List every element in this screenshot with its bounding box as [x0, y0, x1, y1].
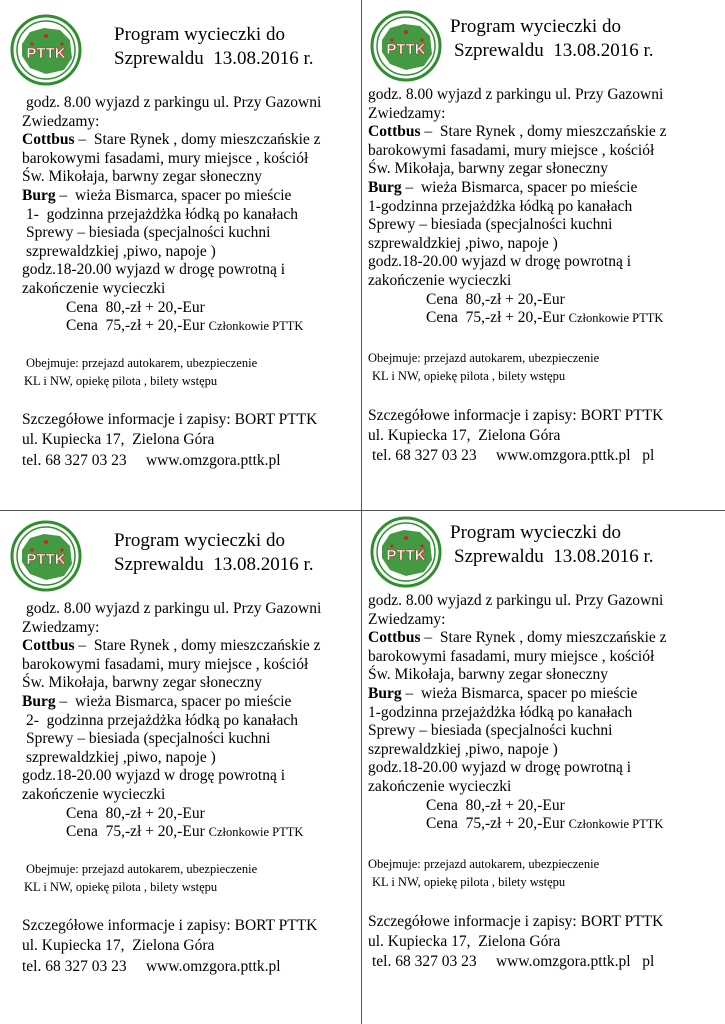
cottbus-line-3: Św. Mikołaja, barwny zegar słoneczny: [368, 160, 609, 178]
includes-line-2: KL i NW, opiekę pilota , bilety wstępu: [24, 374, 218, 388]
cottbus-line: [22, 131, 321, 150]
members-note: Członkowie PTTK: [568, 817, 664, 832]
price-2-text: Cena 75,-zł + 20,-Eur: [66, 317, 205, 335]
info-line-2: ul. Kupiecka 17, Zielona Góra: [22, 937, 215, 954]
program-title-line-1: Program wycieczki do: [450, 522, 621, 543]
feast-line-2: szprewaldzkiej ,piwo, napoje ): [26, 242, 216, 260]
tel-website-line: tel. 68 327 03 23 www.omzgora.pttk.pl: [22, 452, 281, 469]
return-line-2: zakończenie wycieczki: [368, 272, 512, 289]
flyer-card-top-right: [366, 10, 721, 515]
price-line-2: [426, 309, 663, 328]
departure-line: godz. 8.00 wyjazd z parkingu ul. Przy Gazowni: [368, 592, 664, 609]
cottbus-text: – Stare Rynek , domy mieszczańskie z: [420, 123, 667, 141]
burg-line: [22, 187, 291, 206]
price-2-text: Cena 75,-zł + 20,-Eur: [426, 309, 565, 327]
departure-line: godz. 8.00 wyjazd z parkingu ul. Przy Gazowni: [26, 600, 322, 617]
cottbus-line: [22, 637, 321, 656]
tel-website-line: tel. 68 327 03 23 www.omzgora.pttk.pl pl: [372, 953, 655, 970]
pttk-logo: [10, 520, 82, 592]
burg-label: Burg: [368, 179, 402, 196]
logo-lettering: PTTK: [386, 41, 426, 58]
return-line-1: godz.18-20.00 wyjazd w drogę powrotną i: [22, 261, 286, 279]
logo-lettering: PTTK: [26, 45, 66, 62]
cottbus-line-2: barokowymi fasadami, mury miejsce , kościół: [22, 655, 309, 673]
burg-text: – wieża Bismarca, spacer po mieście: [401, 685, 638, 702]
includes-line-1: Obejmuje: przejazd autokarem, ubezpieczenie: [26, 356, 258, 370]
members-note: Członkowie PTTK: [568, 311, 664, 326]
departure-line: godz. 8.00 wyjazd z parkingu ul. Przy Gazowni: [368, 86, 664, 103]
departure-line: godz. 8.00 wyjazd z parkingu ul. Przy Gazowni: [26, 94, 322, 111]
info-line-1: Szczegółowe informacje i zapisy: BORT PTTK: [22, 917, 318, 934]
includes-line-1: Obejmuje: przejazd autokarem, ubezpieczenie: [368, 351, 600, 365]
return-line-2: zakończenie wycieczki: [368, 778, 512, 795]
cottbus-label: Cottbus: [368, 123, 421, 141]
price-2-text: Cena 75,-zł + 20,-Eur: [66, 823, 205, 841]
visit-heading: Zwiedzamy:: [22, 618, 100, 636]
cottbus-line-3: Św. Mikołaja, barwny zegar słoneczny: [22, 674, 263, 692]
program-title-line-1: Program wycieczki do: [114, 24, 285, 45]
price-line-2: [66, 823, 303, 842]
price-line-2: [426, 815, 663, 834]
logo-lettering: PTTK: [26, 551, 66, 568]
includes-line-1: Obejmuje: przejazd autokarem, ubezpieczenie: [368, 857, 600, 871]
program-title-line-2: Szprewaldu 13.08.2016 r.: [114, 554, 314, 575]
burg-label: Burg: [22, 693, 56, 710]
visit-heading: Zwiedzamy:: [22, 112, 100, 130]
info-line-1: Szczegółowe informacje i zapisy: BORT PTTK: [22, 411, 318, 428]
cottbus-line-3: Św. Mikołaja, barwny zegar słoneczny: [368, 666, 609, 684]
includes-line-2: KL i NW, opiekę pilota , bilety wstępu: [372, 875, 566, 889]
boat-line: 2- godzinna przejażdżka łódką po kanałach: [26, 711, 298, 729]
price-line-2: [66, 317, 303, 336]
flyer-card-bottom-left: [10, 516, 365, 1021]
cottbus-line-2: barokowymi fasadami, mury miejsce , kościół: [368, 647, 655, 665]
burg-line: [368, 685, 637, 704]
feast-line-1: Sprewy – biesiada (specjalności kuchni: [26, 730, 271, 748]
cottbus-label: Cottbus: [22, 131, 75, 149]
program-title-line-1: Program wycieczki do: [450, 16, 621, 37]
info-line-2: ul. Kupiecka 17, Zielona Góra: [368, 933, 561, 950]
feast-line-1: Sprewy – biesiada (specjalności kuchni: [368, 216, 613, 234]
return-line-1: godz.18-20.00 wyjazd w drogę powrotną i: [22, 767, 286, 785]
visit-heading: Zwiedzamy:: [368, 610, 446, 628]
price-line-1: Cena 80,-zł + 20,-Eur: [426, 796, 565, 814]
burg-text: – wieża Bismarca, spacer po mieście: [55, 693, 292, 710]
feast-line-2: szprewaldzkiej ,piwo, napoje ): [26, 748, 216, 766]
burg-text: – wieża Bismarca, spacer po mieście: [55, 187, 292, 204]
tel-website-line: tel. 68 327 03 23 www.omzgora.pttk.pl: [22, 958, 281, 975]
feast-line-2: szprewaldzkiej ,piwo, napoje ): [368, 740, 558, 758]
members-note: Członkowie PTTK: [208, 825, 304, 840]
cottbus-line: [368, 629, 667, 648]
pttk-logo: [10, 14, 82, 86]
cottbus-label: Cottbus: [368, 629, 421, 647]
price-line-1: Cena 80,-zł + 20,-Eur: [426, 290, 565, 308]
cottbus-line-2: barokowymi fasadami, mury miejsce , kościół: [22, 149, 309, 167]
feast-line-1: Sprewy – biesiada (specjalności kuchni: [368, 722, 613, 740]
cottbus-label: Cottbus: [22, 637, 75, 655]
boat-line: 1-godzinna przejażdżka łódką po kanałach: [368, 703, 633, 721]
return-line-1: godz.18-20.00 wyjazd w drogę powrotną i: [368, 253, 632, 271]
cottbus-text: – Stare Rynek , domy mieszczańskie z: [74, 637, 321, 655]
program-title-line-1: Program wycieczki do: [114, 530, 285, 551]
program-title-line-2: Szprewaldu 13.08.2016 r.: [114, 48, 314, 69]
cottbus-line-3: Św. Mikołaja, barwny zegar słoneczny: [22, 168, 263, 186]
cottbus-line-2: barokowymi fasadami, mury miejsce , kościół: [368, 141, 655, 159]
burg-text: – wieża Bismarca, spacer po mieście: [401, 179, 638, 196]
cottbus-text: – Stare Rynek , domy mieszczańskie z: [74, 131, 321, 149]
feast-line-2: szprewaldzkiej ,piwo, napoje ): [368, 234, 558, 252]
includes-line-2: KL i NW, opiekę pilota , bilety wstępu: [24, 880, 218, 894]
info-line-1: Szczegółowe informacje i zapisy: BORT PTTK: [368, 407, 664, 424]
burg-line: [368, 179, 637, 198]
burg-label: Burg: [22, 187, 56, 204]
cottbus-line: [368, 123, 667, 142]
members-note: Członkowie PTTK: [208, 319, 304, 334]
includes-line-2: KL i NW, opiekę pilota , bilety wstępu: [372, 369, 566, 383]
return-line-2: zakończenie wycieczki: [22, 786, 166, 803]
cottbus-text: – Stare Rynek , domy mieszczańskie z: [420, 629, 667, 647]
return-line-1: godz.18-20.00 wyjazd w drogę powrotną i: [368, 759, 632, 777]
logo-lettering: PTTK: [386, 547, 426, 564]
program-title-line-2: Szprewaldu 13.08.2016 r.: [454, 40, 654, 61]
pttk-logo: [370, 516, 442, 588]
info-line-1: Szczegółowe informacje i zapisy: BORT PTTK: [368, 913, 664, 930]
return-line-2: zakończenie wycieczki: [22, 280, 166, 297]
tel-website-line: tel. 68 327 03 23 www.omzgora.pttk.pl pl: [372, 447, 655, 464]
price-2-text: Cena 75,-zł + 20,-Eur: [426, 815, 565, 833]
includes-line-1: Obejmuje: przejazd autokarem, ubezpieczenie: [26, 862, 258, 876]
program-title-line-2: Szprewaldu 13.08.2016 r.: [454, 546, 654, 567]
price-line-1: Cena 80,-zł + 20,-Eur: [66, 804, 205, 822]
visit-heading: Zwiedzamy:: [368, 104, 446, 122]
flyer-card-top-left: [10, 10, 365, 515]
boat-line: 1- godzinna przejażdżka łódką po kanałach: [26, 205, 298, 223]
price-line-1: Cena 80,-zł + 20,-Eur: [66, 298, 205, 316]
boat-line: 1-godzinna przejażdżka łódką po kanałach: [368, 197, 633, 215]
burg-label: Burg: [368, 685, 402, 702]
info-line-2: ul. Kupiecka 17, Zielona Góra: [22, 431, 215, 448]
feast-line-1: Sprewy – biesiada (specjalności kuchni: [26, 224, 271, 242]
info-line-2: ul. Kupiecka 17, Zielona Góra: [368, 427, 561, 444]
burg-line: [22, 693, 291, 712]
flyer-card-bottom-right: [366, 516, 721, 1021]
pttk-logo: [370, 10, 442, 82]
